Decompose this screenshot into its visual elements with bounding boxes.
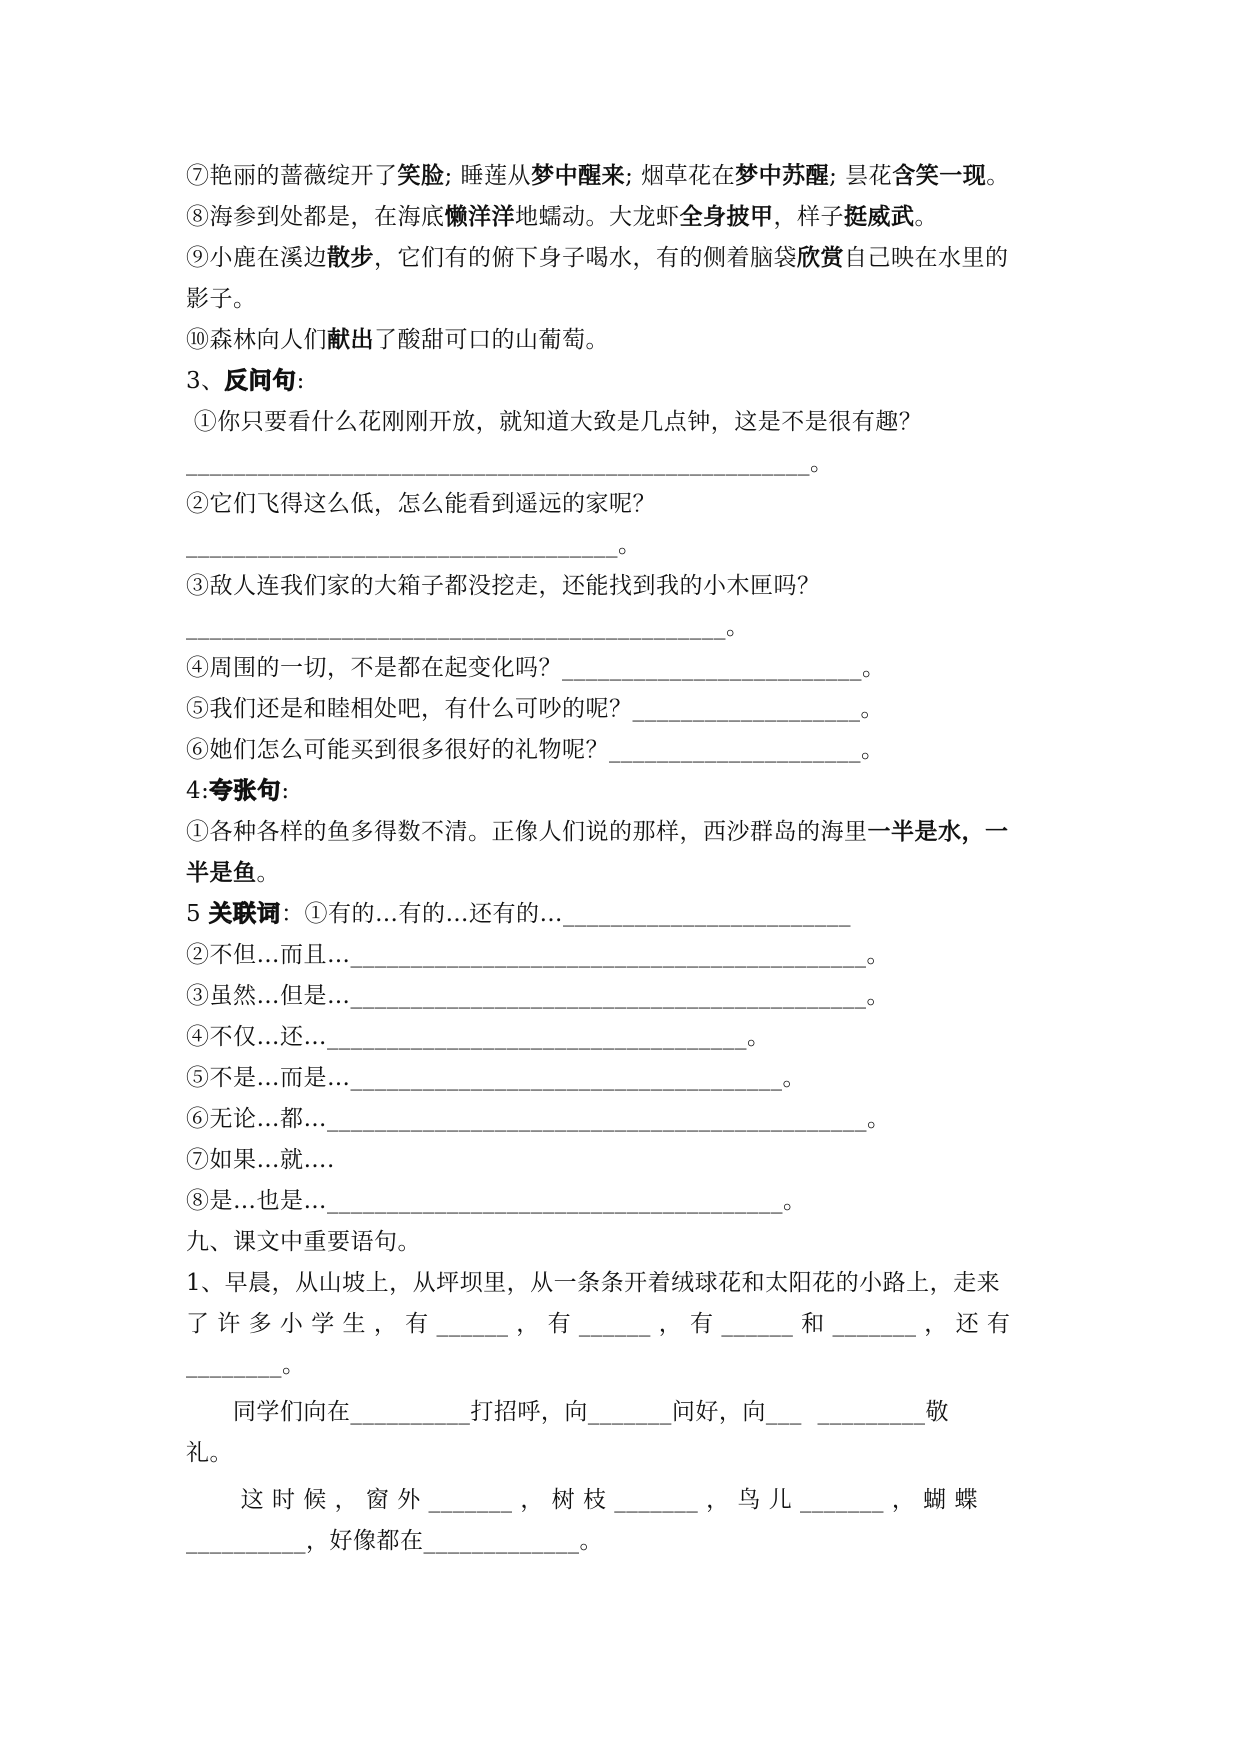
text-segment: ：①有的…有的…还有的…________________________ xyxy=(280,901,851,927)
text-segment: ; 睡莲从 xyxy=(444,163,532,189)
emphasized-text: 半是鱼 xyxy=(186,860,257,886)
text-segment: ⑤我们还是和睦相处吧，有什么可吵的呢？___________________。 xyxy=(186,696,884,722)
text-line xyxy=(186,735,885,765)
text-line xyxy=(186,571,821,601)
text-segment: ，它们有的俯下身子喝水，有的侧着脑袋 xyxy=(374,245,797,271)
text-segment: 影子。 xyxy=(186,286,257,312)
text-line xyxy=(186,489,656,519)
text-segment: ⑨小鹿在溪边 xyxy=(186,245,327,271)
text-segment: 地蠕动。大龙虾 xyxy=(515,204,680,230)
text-segment: 了 许 多 小 学 生 ， 有 ______ ， 有 ______ ， 有 ______ 和 _______ ， 还 有 xyxy=(186,1311,1011,1337)
text-line xyxy=(186,653,886,683)
emphasized-text: 一半是水，一 xyxy=(867,819,1009,845)
text-segment: 了酸甜可口的山葡萄。 xyxy=(374,327,609,353)
text-segment: : xyxy=(296,368,305,394)
text-line xyxy=(186,1350,306,1380)
text-segment: ⑩森林向人们 xyxy=(186,327,327,353)
text-segment: ________。 xyxy=(186,1352,306,1378)
text-segment: ，样子 xyxy=(773,204,844,230)
text-segment: 4: xyxy=(186,778,210,804)
text-line xyxy=(186,776,290,806)
text-segment: ⑧海参到处都是，在海底 xyxy=(186,204,445,230)
emphasized-text: 梦中苏醒 xyxy=(735,163,830,189)
text-segment: ⑧是…也是…______________________________________。 xyxy=(186,1188,807,1214)
text-segment: 5 xyxy=(186,901,209,927)
emphasized-text: 懒洋洋 xyxy=(444,204,515,230)
text-line xyxy=(186,161,1010,191)
text-segment: ⑥无论…都…_____________________________________________。 xyxy=(186,1106,891,1132)
text-line xyxy=(186,366,305,396)
text-segment: ; 烟草花在 xyxy=(625,163,736,189)
text-line xyxy=(186,1022,771,1052)
section-heading-label: 关联词 xyxy=(208,901,281,927)
text-segment: 自己映在水里的 xyxy=(844,245,1009,271)
text-segment: 3、 xyxy=(186,368,225,394)
text-segment: ③虽然…但是…___________________________________________。 xyxy=(186,983,890,1009)
emphasized-text: 梦中醒来 xyxy=(531,163,626,189)
text-line xyxy=(186,1145,335,1175)
text-line xyxy=(186,858,280,888)
text-segment: ④周围的一切，不是都在起变化吗？_________________________。 xyxy=(186,655,886,681)
text-segment: ____________________________________。 xyxy=(186,532,642,558)
emphasized-text: 挺威武 xyxy=(844,204,915,230)
text-line xyxy=(186,243,1009,273)
text-line xyxy=(186,899,851,929)
text-line xyxy=(186,1485,978,1515)
text-line xyxy=(186,1104,891,1134)
text-segment: 同学们向在__________打招呼，向_______问好，向___ _________敬 xyxy=(186,1399,949,1425)
text-line xyxy=(186,407,922,437)
section-heading-label: 反问句 xyxy=(224,368,297,394)
text-segment: __________，好像都在_____________。 xyxy=(186,1528,603,1554)
text-line xyxy=(186,1309,1010,1339)
text-line xyxy=(186,817,1009,847)
text-line xyxy=(186,1227,421,1257)
text-line xyxy=(186,284,257,314)
text-segment: ⑦艳丽的蔷薇绽开了 xyxy=(186,163,398,189)
text-segment: ; 昙花 xyxy=(829,163,893,189)
text-segment: 礼。 xyxy=(186,1440,233,1466)
text-segment: ③敌人连我们家的大箱子都没挖走，还能找到我的小木匣吗？ xyxy=(186,573,821,599)
emphasized-text: 全身披甲 xyxy=(679,204,774,230)
text-line xyxy=(186,940,890,970)
text-segment: 。 xyxy=(986,163,1010,189)
text-line xyxy=(186,612,750,642)
emphasized-text: 欣赏 xyxy=(797,245,844,271)
text-line xyxy=(186,1397,949,1427)
text-segment: ____________________________________________________。 xyxy=(186,450,834,476)
text-segment: _____________________________________________。 xyxy=(186,614,750,640)
text-segment: ⑦如果…就…. xyxy=(186,1147,335,1173)
text-segment: 。 xyxy=(914,204,938,230)
emphasized-text: 献出 xyxy=(327,327,374,353)
text-segment: ④不仅…还…___________________________________。 xyxy=(186,1024,771,1050)
text-segment: ①你只要看什么花刚刚开放，就知道大致是几点钟，这是不是很有趣？ xyxy=(186,409,923,435)
text-line xyxy=(186,325,609,355)
text-segment: : xyxy=(281,778,290,804)
text-segment: 1、早晨，从山坡上，从坪坝里，从一条条开着绒球花和太阳花的小路上，走来 xyxy=(186,1270,1001,1296)
text-segment: 九、课文中重要语句。 xyxy=(186,1229,421,1255)
section-heading-label: 夸张句 xyxy=(209,778,282,804)
text-segment: ②不但…而且…___________________________________________。 xyxy=(186,942,890,968)
text-line xyxy=(186,530,642,560)
text-line xyxy=(186,202,938,232)
text-segment: ⑤不是…而是…____________________________________。 xyxy=(186,1065,806,1091)
text-line xyxy=(186,1526,603,1556)
text-line xyxy=(186,1186,807,1216)
emphasized-text: 含笑一现 xyxy=(892,163,987,189)
emphasized-text: 散步 xyxy=(327,245,374,271)
text-line xyxy=(186,1438,233,1468)
text-line xyxy=(186,981,890,1011)
text-line xyxy=(186,1268,1000,1298)
emphasized-text: 笑脸 xyxy=(397,163,445,189)
text-segment: ①各种各样的鱼多得数不清。正像人们说的那样，西沙群岛的海里 xyxy=(186,819,868,845)
text-line xyxy=(186,1063,806,1093)
text-segment: ⑥她们怎么可能买到很多很好的礼物呢？_____________________。 xyxy=(186,737,885,763)
text-line xyxy=(186,448,834,478)
text-segment: 。 xyxy=(256,860,280,886)
text-segment: 这 时 候 ， 窗 外 _______ ， 树 枝 _______ ， 鸟 儿 _______ ， 蝴 蝶 xyxy=(186,1487,978,1513)
text-line xyxy=(186,694,884,724)
text-segment: ②它们飞得这么低，怎么能看到遥远的家呢？ xyxy=(186,491,656,517)
